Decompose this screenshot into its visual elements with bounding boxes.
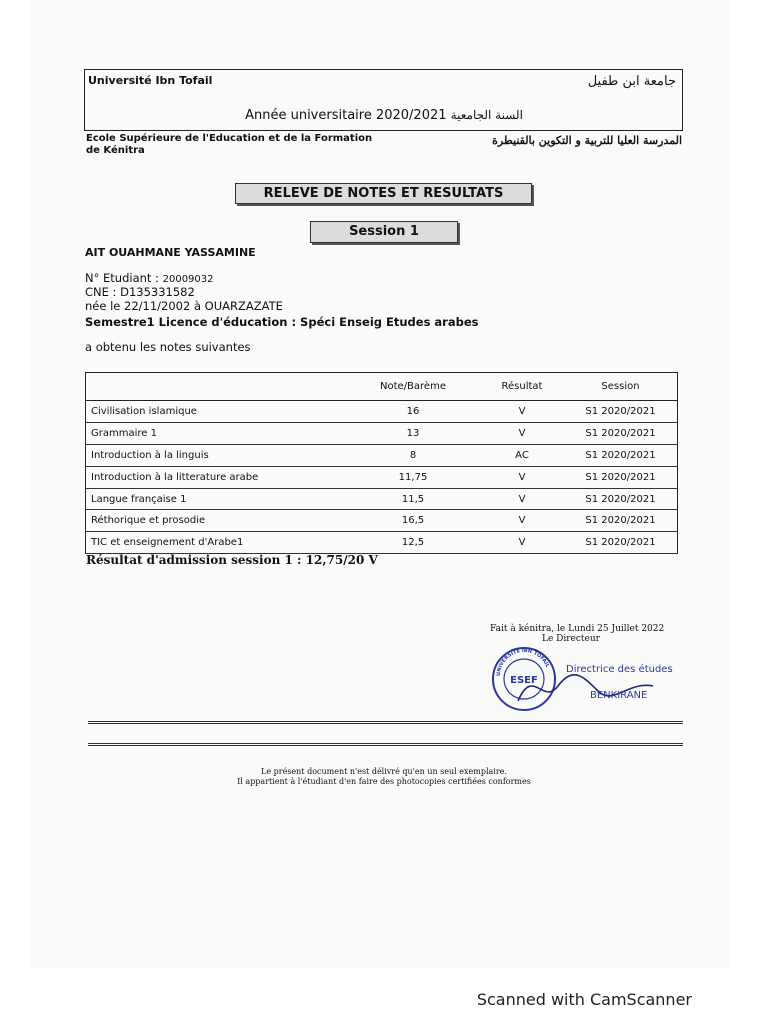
student-name: AIT OUAHMANE YASSAMINE (85, 246, 256, 259)
student-number (85, 271, 214, 285)
student-number-value: 20009032 (162, 274, 214, 285)
stamp-ring-text: UNIVERSITÉ IBN TOFAIL (495, 647, 551, 677)
cell-note: 16 (346, 401, 480, 423)
cell-result: V (480, 422, 564, 444)
cell-note: 11,5 (346, 488, 480, 510)
cell-result: V (480, 401, 564, 423)
cell-note: 8 (346, 444, 480, 466)
university-name-fr: Université Ibn Tofail (88, 74, 213, 87)
table-row (86, 510, 678, 532)
header-result: Résultat (480, 373, 564, 401)
document-title: RELEVE DE NOTES ET RESULTATS (235, 183, 532, 204)
divider-line-2 (88, 743, 683, 746)
cell-result: AC (480, 444, 564, 466)
table-row (86, 466, 678, 488)
place-date: Fait à kénitra, le Lundi 25 Juillet 2022 (490, 624, 665, 634)
cell-module: Réthorique et prosodie (86, 510, 347, 532)
table-row (86, 532, 678, 554)
cell-note: 13 (346, 422, 480, 444)
header-session: Session (564, 373, 678, 401)
cell-module: Langue française 1 (86, 488, 347, 510)
cell-session: S1 2020/2021 (564, 466, 678, 488)
cell-note: 12,5 (346, 532, 480, 554)
university-name-ar: جامعة ابن طفيل (587, 74, 676, 89)
scanner-watermark: Scanned with CamScanner (476, 990, 692, 1009)
footer-note-line1: Le présent document n'est délivré qu'en un seul exemplaire. (261, 767, 507, 776)
academic-year-fr: Année universitaire 2020/2021 (245, 108, 447, 123)
student-cne: CNE : D135331582 (85, 285, 195, 299)
cell-session: S1 2020/2021 (564, 444, 678, 466)
director-label: Le Directeur (542, 634, 600, 644)
cell-module: Grammaire 1 (86, 422, 347, 444)
stamp-title: Directrice des études (566, 664, 673, 675)
cell-note: 11,75 (346, 466, 480, 488)
stamp-center-text: ESEF (510, 675, 538, 686)
cell-result: V (480, 488, 564, 510)
cell-result: V (480, 466, 564, 488)
academic-year (0, 108, 768, 123)
school-name-fr-line2: de Kénitra (86, 145, 145, 156)
cell-note: 16,5 (346, 510, 480, 532)
session-label: Session 1 (310, 221, 458, 243)
cell-module: Introduction à la linguis (86, 444, 347, 466)
stamp-seal-icon (493, 646, 555, 710)
school-name-fr (86, 133, 372, 157)
table-row (86, 401, 678, 423)
table-row (86, 422, 678, 444)
admission-result: Résultat d'admission session 1 : 12,75/20 V (86, 553, 378, 567)
cell-session: S1 2020/2021 (564, 422, 678, 444)
table-header-row (86, 373, 678, 401)
divider-line-1 (88, 721, 683, 724)
cell-result: V (480, 510, 564, 532)
footer-note-line2: Il appartient à l'étudiant d'en faire des photocopies certifiées conformes (237, 777, 531, 786)
cell-module: Introduction à la litterature arabe (86, 466, 347, 488)
cell-session: S1 2020/2021 (564, 510, 678, 532)
cell-result: V (480, 532, 564, 554)
academic-year-ar: السنة الجامعية (450, 108, 523, 122)
semester-program: Semestre1 Licence d'éducation : Spéci Enseig Etudes arabes (85, 315, 479, 329)
student-birth: née le 22/11/2002 à OUARZAZATE (85, 299, 283, 313)
header-module (86, 373, 347, 401)
school-name-fr-line1: Ecole Supérieure de l'Education et de la Formation (86, 133, 373, 144)
cell-session: S1 2020/2021 (564, 532, 678, 554)
header-note: Note/Barème (346, 373, 480, 401)
table-row (86, 488, 678, 510)
official-stamp (488, 646, 688, 716)
stamp-name: BENKIRANE (590, 690, 648, 701)
cell-session: S1 2020/2021 (564, 401, 678, 423)
table-row (86, 444, 678, 466)
intro-text: a obtenu les notes suivantes (85, 340, 251, 354)
cell-module: TIC et enseignement d'Arabe1 (86, 532, 347, 554)
student-number-label: N° Etudiant : (85, 271, 159, 285)
cell-module: Civilisation islamique (86, 401, 347, 423)
cell-session: S1 2020/2021 (564, 488, 678, 510)
grades-table (85, 372, 678, 554)
school-name-ar: المدرسة العليا للتربية و التكوين بالقنيطرة (492, 134, 682, 147)
